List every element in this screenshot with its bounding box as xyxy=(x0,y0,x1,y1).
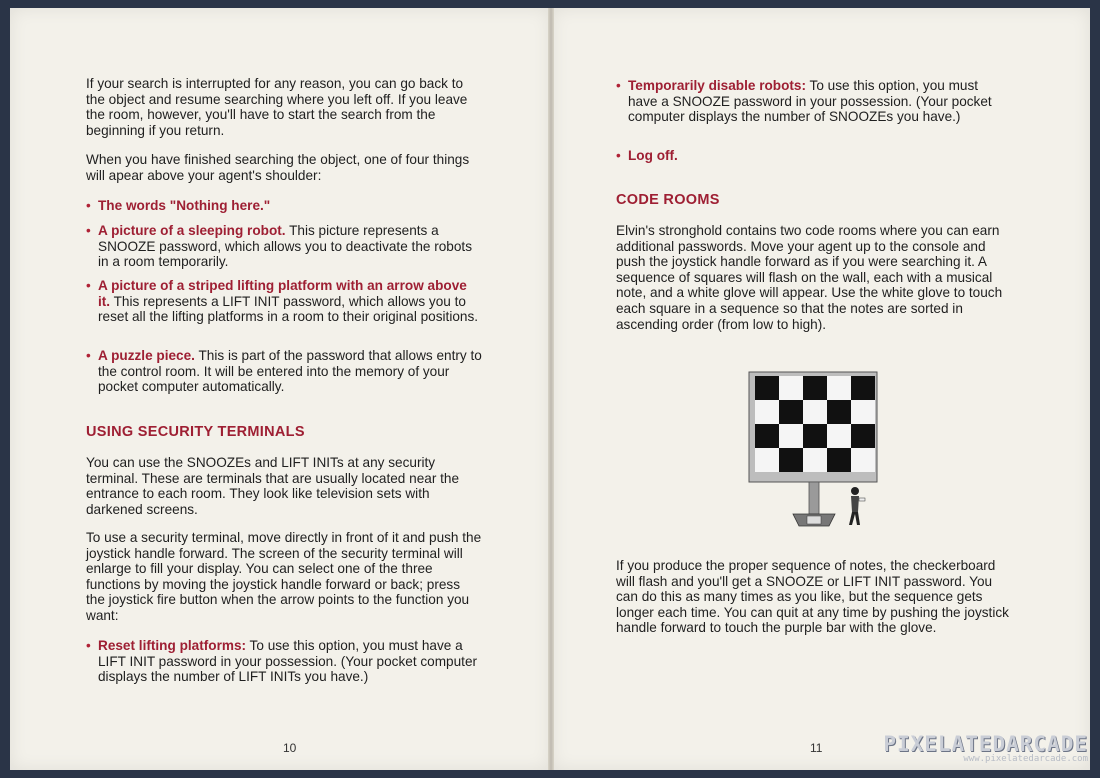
bullet-title: Log off. xyxy=(628,148,678,163)
right-para-1 xyxy=(616,223,1010,332)
checkerboard-console-illustration xyxy=(745,370,885,535)
checker-square xyxy=(803,400,827,424)
section-heading-code-rooms: CODE ROOMS xyxy=(616,192,720,208)
bullet-title: A picture of a striped lifting platform with an arrow above it. xyxy=(98,278,467,309)
checker-square xyxy=(779,448,803,472)
paragraph: To use a security terminal, move directly in front of it and push the joystick handle forward. The screen of the security terminal will enlarge to fill your display. You can select one of the three functions by moving the joystick handle forward or back; press the joystick fire button when the arrow points to the function you want: xyxy=(86,530,482,623)
left-para-3 xyxy=(86,455,482,517)
checker-square xyxy=(803,424,827,448)
bullet-text: To use this option, you must have a SNOOZE password in your possession. (Your pocket computer displays the number of SNOOZEs you have.) xyxy=(628,78,992,125)
bullet-title: A puzzle piece. xyxy=(98,348,195,363)
checker-square xyxy=(779,376,803,400)
checker-square xyxy=(851,376,875,400)
checker-square xyxy=(827,400,851,424)
page-number-right: 11 xyxy=(810,741,823,755)
left-bullet-3 xyxy=(86,278,482,325)
checker-square xyxy=(827,448,851,472)
left-bullet-4 xyxy=(86,348,482,395)
checker-square xyxy=(827,424,851,448)
bullet-title: The words "Nothing here." xyxy=(98,198,271,213)
left-para-4 xyxy=(86,530,482,624)
watermark-url: www.pixelatedarcade.com xyxy=(963,754,1088,764)
paragraph: Elvin's stronghold contains two code rooms where you can earn additional passwords. Move your agent up to the console and push the joystick handle forward as if you were searching it. A sequence of squares will flash on the wall, each with a musical note, and a white glove will appear. Use the white glove to touch each square in a sequence so that the notes are sorted in ascending order (from low to high). xyxy=(616,223,1003,332)
checker-square xyxy=(755,400,779,424)
checker-square xyxy=(827,376,851,400)
left-bullet-2 xyxy=(86,223,482,270)
agent-icon xyxy=(849,487,865,525)
checker-square xyxy=(755,448,779,472)
bullet-icon: • xyxy=(86,348,91,363)
bullet-icon: • xyxy=(616,148,621,163)
bullet-icon: • xyxy=(86,223,91,238)
console-panel xyxy=(807,516,821,524)
left-bullet-reset xyxy=(86,638,482,685)
bullet-text: This picture represents a SNOOZE password, which allows you to deactivate the robots in a room temporarily. xyxy=(98,223,473,270)
bullet-icon: • xyxy=(86,638,91,653)
section-heading-security-terminals: USING SECURITY TERMINALS xyxy=(86,424,305,440)
checkerboard xyxy=(755,376,875,472)
paragraph: You can use the SNOOZEs and LIFT INITs at any security terminal. These are terminals that are usually located near the entrance to each room. They look like television sets with darkened screens. xyxy=(86,455,460,517)
left-bullet-1 xyxy=(86,198,482,214)
bullet-text: To use this option, you must have a LIFT INIT password in your possession. (Your pocket computer displays the number of LIFT INITs you have.) xyxy=(98,638,478,685)
watermark xyxy=(883,732,1088,764)
bullet-text: This is part of the password that allows entry to the control room. It will be entered into the memory of your pocket computer automatically. xyxy=(98,348,482,395)
bullet-title: Reset lifting platforms: xyxy=(98,638,247,653)
paragraph: If your search is interrupted for any reason, you can go back to the object and resume searching where you left off. If you leave the room, however, you'll have to start the search from the beginning if you return. xyxy=(86,76,468,138)
bullet-text: This represents a LIFT INIT password, which allows you to reset all the lifting platforms in a room to their original positions. xyxy=(98,293,479,325)
bullet-title: A picture of a sleeping robot. xyxy=(98,223,286,238)
checker-square xyxy=(803,448,827,472)
checker-square xyxy=(803,376,827,400)
checker-square xyxy=(851,400,875,424)
checker-square xyxy=(851,424,875,448)
right-bullet-1 xyxy=(616,78,1008,125)
right-bullet-2 xyxy=(616,148,1008,164)
left-para-1 xyxy=(86,76,482,138)
checker-square xyxy=(755,424,779,448)
paragraph: When you have finished searching the object, one of four things will apear above your agent's shoulder: xyxy=(86,152,470,183)
page-number-left: 10 xyxy=(283,741,297,755)
bullet-icon: • xyxy=(616,78,621,93)
bullet-icon: • xyxy=(86,278,91,293)
left-para-2 xyxy=(86,152,482,183)
bullet-icon: • xyxy=(86,198,91,213)
checker-square xyxy=(779,400,803,424)
console-stand xyxy=(809,482,819,514)
right-para-2 xyxy=(616,558,1010,636)
checker-square xyxy=(779,424,803,448)
checker-square xyxy=(851,448,875,472)
bullet-title: Temporarily disable robots: xyxy=(628,78,807,93)
checker-square xyxy=(755,376,779,400)
watermark-title: PIXELATEDARCADE xyxy=(883,732,1088,756)
book-spine xyxy=(548,8,554,770)
paragraph: If you produce the proper sequence of notes, the checkerboard will flash and you'll get a SNOOZE or LIFT INIT password. You can do this as many times as you like, but the sequence gets longer each time. You can quit at any time by pushing the joystick handle forward to touch the purple bar with the glove. xyxy=(616,558,1009,636)
